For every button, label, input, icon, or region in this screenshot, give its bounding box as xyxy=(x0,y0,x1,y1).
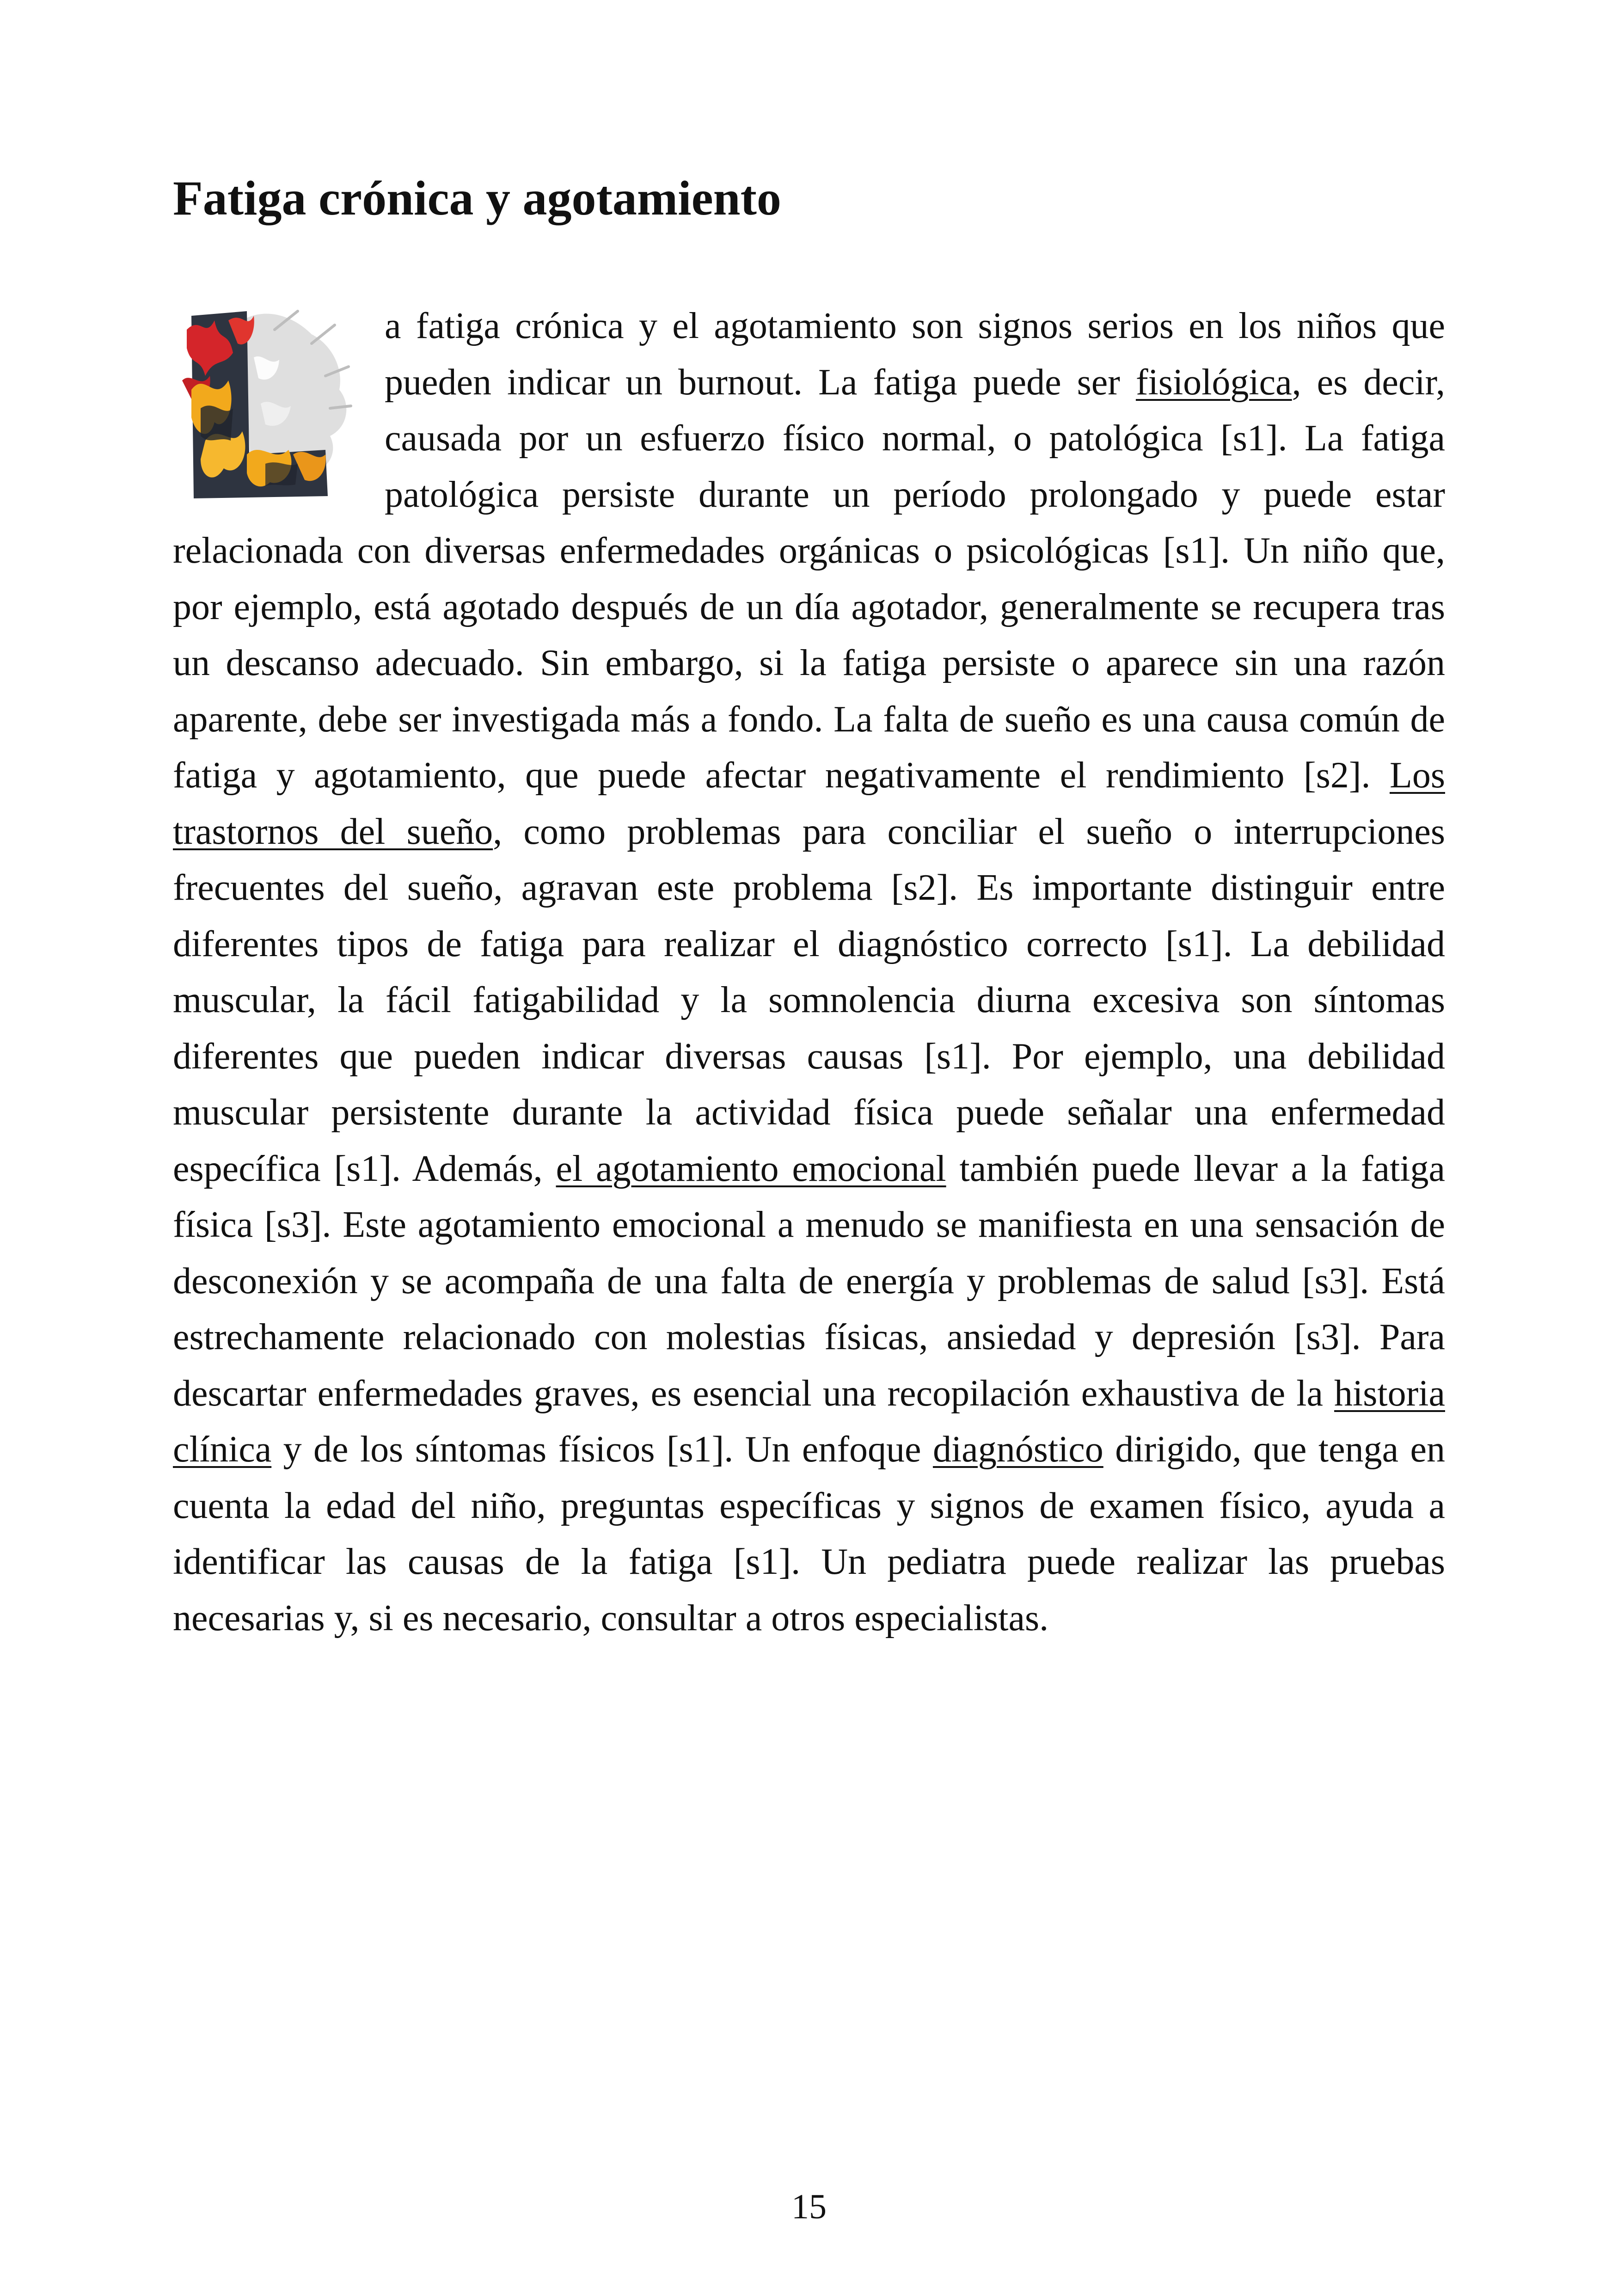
underlined-term: historia clínica xyxy=(173,1373,1445,1470)
body-text-run: y de los síntomas físicos [s1]. Un enfoque xyxy=(271,1429,933,1470)
body-text-run: , como problemas para conciliar el sueño o interrupciones frecuentes del sueño, agravan este problema [s2]. Es importante distinguir entre diferentes tipos de fatiga para realizar el diagnóstico correcto [s1]. La debilidad muscular, la fácil fatigabilidad y la somnolencia diurna excesiva son síntomas diferentes que pueden indicar diversas causas [s1]. Por ejemplo, una debilidad muscular persistente durante la actividad física puede señalar una enfermedad específica [s1]. Además, xyxy=(173,811,1445,1189)
underlined-term: Los trastornos del sueño xyxy=(173,755,1445,852)
body-paragraph xyxy=(173,298,1445,1646)
body-text-run: dirigido, que tenga en cuenta la edad del niño, preguntas específicas y signos de examen físico, ayuda a identificar las causas de la fatiga [s1]. Un pediatra puede realizar las pruebas necesarias y, si es necesario, consultar a otros especialistas. xyxy=(173,1429,1446,1639)
drop-cap-letter xyxy=(173,302,352,502)
underlined-term: fisiológica xyxy=(1135,362,1292,403)
body-text-run: , es decir, causada por un esfuerzo físico normal, o patológica [s1]. La fatiga patológica persiste durante un período prolongado y puede estar relacionada con diversas enfermedades orgánicas o psicológicas [s1]. Un niño que, por ejemplo, está agotado después de un día agotador, generalmente se recupera tras un descanso adecuado. Sin embargo, si la fatiga persiste o aparece sin una razón aparente, debe ser investigada más a fondo. La falta de sueño es una causa común de fatiga y agotamiento, que puede afectar negativamente el rendimiento [s2]. xyxy=(173,362,1445,796)
body-text-run: también puede llevar a la fatiga física [s3]. Este agotamiento emocional a menudo se manifiesta en una sensación de desconexión y se acompaña de una falta de energía y problemas de salud [s3]. Está estrechamente relacionado con molestias físicas, ansiedad y depresión [s3]. Para descartar enfermedades graves, es esencial una recopilación exhaustiva de la xyxy=(173,1148,1445,1414)
underlined-term: diagnóstico xyxy=(932,1429,1103,1470)
page-title: Fatiga crónica y agotamiento xyxy=(173,171,781,225)
body-text-block xyxy=(173,298,1445,1646)
body-text-run: a fatiga crónica y el agotamiento son signos serios en los niños que pueden indicar un burnout. La fatiga puede ser xyxy=(385,306,1445,403)
underlined-term: el agotamiento emocional xyxy=(556,1148,946,1189)
page-number: 15 xyxy=(791,2187,827,2226)
drop-cap-flame-illustration xyxy=(173,302,352,502)
